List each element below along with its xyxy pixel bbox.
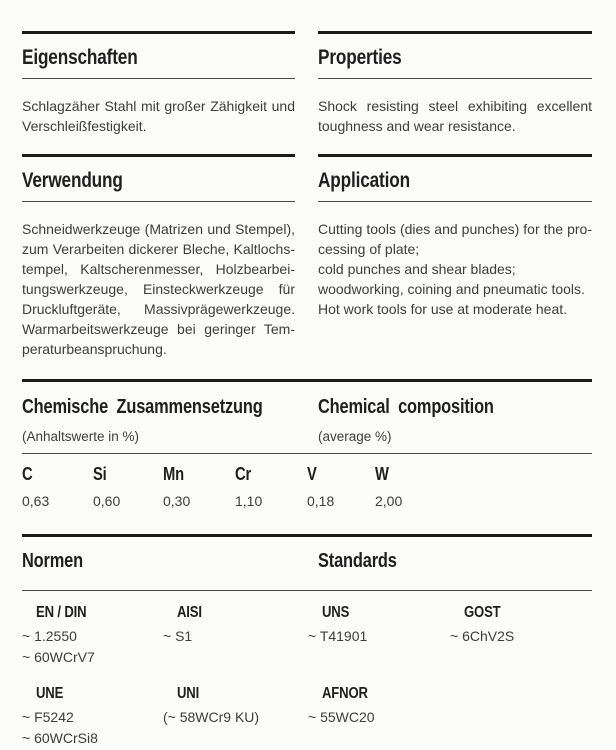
text-line: woodworking, coining and pneumatic tools.: [318, 281, 585, 297]
standard-afnor: [308, 684, 450, 749]
element-value: 2,00: [375, 493, 403, 509]
standards-row-2: [22, 684, 592, 749]
heading-text: Chemical composition: [318, 396, 494, 418]
text-line: cessing of plate;: [318, 241, 420, 257]
properties-text-de: [22, 96, 295, 136]
application-text-de: [22, 219, 295, 359]
element-text: C: [22, 464, 33, 484]
text-line: Schneidwerkzeuge (Matrizen und Stempel),: [22, 221, 295, 237]
properties-text-en: [318, 96, 592, 136]
element-symbol: [93, 464, 163, 484]
standard-value: ~ 60WCrSi8: [22, 730, 98, 746]
standard-en-din: [22, 603, 163, 668]
heading-text: Application: [318, 169, 410, 192]
element-symbol: [22, 464, 93, 484]
label-text: UNI: [177, 685, 200, 702]
standard-value: ~ T41901: [308, 628, 368, 644]
standard-value: ~ S1: [163, 628, 193, 644]
element-text: W: [375, 464, 389, 484]
text-line: Warmarbeitswerkzeuge bei geringer Tem-: [22, 321, 295, 337]
element-text: Si: [93, 464, 107, 484]
label-text: UNS: [322, 604, 350, 621]
chemical-headings: [22, 396, 592, 418]
properties-column-en: [318, 31, 592, 136]
element-value: 0,18: [307, 493, 335, 509]
text-line: Shock resisting steel exhibiting excellent: [318, 98, 592, 114]
heading-eigenschaften: [22, 47, 295, 79]
element-value-row: [22, 493, 592, 509]
standard-value: ~ 55WC20: [308, 709, 375, 725]
section-standards: [22, 550, 592, 749]
application-text-en: [318, 219, 592, 319]
element-value: 0,63: [22, 493, 50, 509]
standard-value: ~ F5242: [22, 709, 74, 725]
section-application: [22, 154, 592, 359]
standard-values: [22, 707, 163, 749]
element-text: Mn: [163, 464, 184, 484]
heading-text: Properties: [318, 46, 402, 69]
text-line: cold punches and shear blades;: [318, 261, 516, 277]
label-text: GOST: [464, 604, 501, 621]
text-line: toughness and wear resistance.: [318, 118, 516, 134]
standard-label: [308, 684, 450, 703]
properties-column-de: [22, 31, 295, 136]
element-symbol: [163, 464, 235, 484]
element-symbol: [375, 464, 592, 484]
application-column-en: [318, 154, 592, 359]
element-value: 0,60: [93, 493, 121, 509]
standard-values: [22, 626, 163, 668]
heading-standards: [318, 550, 414, 573]
heading-verwendung: [22, 170, 295, 202]
standards-row-1: [22, 603, 592, 668]
standards-headings: [22, 550, 592, 591]
heading-text: Verwendung: [22, 169, 123, 192]
text-line: Cutting tools (dies and punches) for the pro-: [318, 221, 592, 237]
heading-normen: [22, 550, 318, 573]
standard-values: [450, 626, 592, 647]
heading-chemical-composition: [318, 396, 532, 418]
standard-values: [308, 707, 450, 728]
standard-label: [22, 684, 163, 703]
standard-value: ~ 6ChV2S: [450, 628, 515, 644]
text-line: tempel, Kaltscherenmesser, Holzbearbei-: [22, 261, 295, 277]
text-line: peraturbeanspruchung.: [22, 341, 167, 357]
standard-value: ~ 1.2550: [22, 628, 77, 644]
heading-properties: [318, 47, 592, 79]
heading-text: Chemische Zusammensetzung: [22, 396, 263, 418]
label-text: AISI: [177, 604, 202, 621]
element-text: Cr: [235, 464, 252, 484]
text-line: tungswerkzeuge, Einsteckwerkzeuge für: [22, 281, 295, 297]
text-line: Hot work tools for use at moderate heat.: [318, 301, 568, 317]
heading-application: [318, 170, 592, 202]
heading-text: Normen: [22, 550, 83, 572]
element-header-row: [22, 464, 592, 484]
subtitle-average: (average %): [318, 429, 392, 444]
heading-chemische-zusammensetzung: [22, 396, 318, 418]
application-column-de: [22, 154, 295, 359]
standard-value: (~ 58WCr9 KU): [163, 709, 260, 725]
standard-label: [163, 603, 308, 622]
heading-text: Eigenschaften: [22, 46, 138, 69]
element-value: 1,10: [235, 493, 263, 509]
standard-uni: [163, 684, 308, 749]
standard-uns: [308, 603, 450, 668]
standard-gost: [450, 603, 592, 668]
standards-empty-cell: [450, 684, 592, 749]
element-text: V: [307, 464, 317, 484]
section-chemical-composition: [22, 379, 592, 537]
standard-label: [450, 603, 592, 622]
composition-table: [22, 464, 592, 534]
standard-label: [22, 603, 163, 622]
element-symbol: [307, 464, 375, 484]
chemical-subtitles: [22, 429, 592, 454]
standard-une: [22, 684, 163, 749]
text-line: Druckluftgeräte, Massivprägewerkzeuge.: [22, 301, 295, 317]
label-text: EN / DIN: [36, 604, 87, 621]
text-line: Schlagzäher Stahl mit großer Zähigkeit und: [22, 98, 295, 114]
standard-label: [308, 603, 450, 622]
standard-label: [163, 684, 308, 703]
standard-aisi: [163, 603, 308, 668]
subtitle-anhaltswerte: (Anhaltswerte in %): [22, 429, 140, 444]
standard-value: ~ 60WCrV7: [22, 649, 95, 665]
standard-values: [308, 626, 450, 647]
section-properties: [22, 31, 592, 136]
standard-values: [163, 626, 308, 647]
label-text: UNE: [36, 685, 64, 702]
element-value: 0,30: [163, 493, 191, 509]
text-line: zum Verarbeiten dickerer Bleche, Kaltlochs-: [22, 241, 295, 257]
element-symbol: [235, 464, 307, 484]
text-line: Verschleißfestigkeit.: [22, 118, 147, 134]
label-text: AFNOR: [322, 685, 368, 702]
standard-values: [163, 707, 308, 728]
heading-text: Standards: [318, 550, 397, 572]
